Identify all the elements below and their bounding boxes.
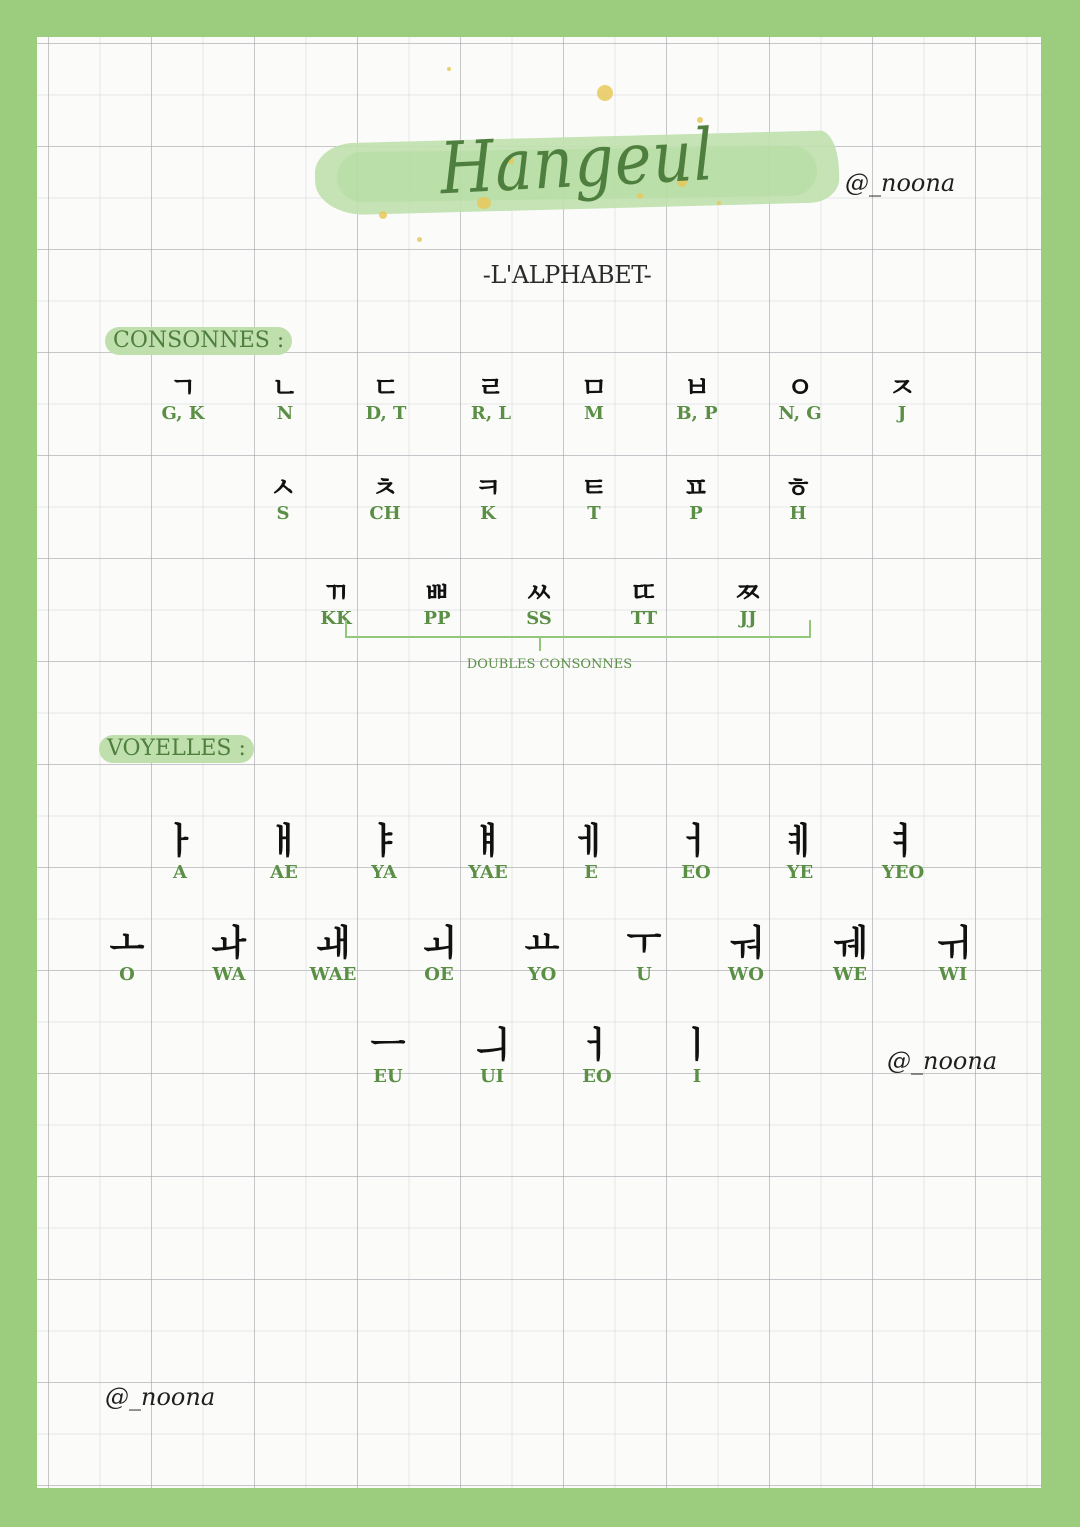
- romanization-label: D, T: [365, 403, 407, 424]
- consonant-item: [133, 373, 233, 425]
- paint-splatter: [379, 211, 387, 219]
- romanization-label: SS: [526, 608, 552, 629]
- romanization-label: N: [276, 403, 294, 424]
- author-handle-middle: @_noona: [887, 1047, 998, 1075]
- paint-splatter: [717, 201, 721, 205]
- consonant-item: [647, 373, 747, 425]
- vowel-item: [130, 822, 230, 884]
- romanization-label: KK: [320, 608, 352, 629]
- vowel-item: [389, 924, 489, 986]
- hangul-letter: ㅈ: [888, 371, 916, 404]
- romanization-label: T: [587, 503, 601, 524]
- vowel-item: [647, 1026, 747, 1088]
- hangul-letter: ㅢ: [474, 1025, 510, 1066]
- double-consonants-label: DOUBLES CONSONNES: [466, 657, 633, 672]
- vowel-item: [853, 822, 953, 884]
- romanization-label: EU: [373, 1066, 403, 1087]
- hangul-letter: ㅗ: [109, 923, 145, 964]
- hangul-letter: ㅏ: [162, 821, 198, 862]
- hangul-letter: ㅖ: [782, 821, 818, 862]
- hangul-letter: ㅉ: [734, 576, 762, 609]
- romanization-label: H: [789, 503, 807, 524]
- vowel-item: [903, 924, 1003, 986]
- romanization-label: WA: [212, 964, 246, 985]
- romanization-label: J: [897, 403, 907, 424]
- romanization-label: I: [692, 1066, 702, 1087]
- romanization-label: R, L: [470, 403, 512, 424]
- hangul-letter: ㅛ: [524, 923, 560, 964]
- hangul-letter: ㄲ: [322, 576, 350, 609]
- romanization-label: YEO: [881, 862, 925, 883]
- consonant-item: [438, 473, 538, 525]
- romanization-label: UI: [479, 1066, 505, 1087]
- hangul-letter: ㅊ: [371, 471, 399, 504]
- consonant-item: [748, 473, 848, 525]
- page-title: Hangeul: [437, 112, 717, 211]
- vowel-item: [234, 822, 334, 884]
- romanization-label: YO: [527, 964, 557, 985]
- romanization-label: OE: [424, 964, 454, 985]
- worksheet-page: [37, 37, 1041, 1488]
- hangul-letter: ㅆ: [525, 576, 553, 609]
- hangul-letter: ㅂ: [683, 371, 711, 404]
- romanization-label: EO: [681, 862, 711, 883]
- romanization-label: CH: [369, 503, 401, 524]
- vowel-item: [77, 924, 177, 986]
- page-subtitle: -L'ALPHABET-: [482, 261, 652, 289]
- consonant-item: [750, 373, 850, 425]
- hangul-letter: ㅟ: [935, 923, 971, 964]
- hangul-letter: ㅇ: [786, 371, 814, 404]
- hangul-letter: ㅡ: [370, 1025, 406, 1066]
- romanization-label: S: [276, 503, 290, 524]
- vowels-heading: VOYELLES :: [99, 735, 254, 763]
- hangul-letter: ㅑ: [366, 821, 402, 862]
- consonant-item: [544, 373, 644, 425]
- author-handle-bottom: @_noona: [105, 1383, 216, 1411]
- romanization-label: JJ: [739, 608, 757, 629]
- romanization-label: K: [480, 503, 496, 524]
- hangul-letter: ㅓ: [579, 1025, 615, 1066]
- romanization-label: WAE: [309, 964, 357, 985]
- hangul-letter: ㅁ: [580, 371, 608, 404]
- vowel-item: [594, 924, 694, 986]
- romanization-label: O: [119, 964, 135, 985]
- romanization-label: WO: [728, 964, 764, 985]
- romanization-label: WE: [833, 964, 867, 985]
- hangul-letter: ㅚ: [421, 923, 457, 964]
- hangul-letter: ㄴ: [271, 371, 299, 404]
- romanization-label: G, K: [161, 403, 205, 424]
- vowel-item: [283, 924, 383, 986]
- consonant-item: [235, 373, 335, 425]
- romanization-label: AE: [270, 862, 298, 883]
- hangul-letter: ㅋ: [474, 471, 502, 504]
- consonant-item: [233, 473, 333, 525]
- vowel-item: [547, 1026, 647, 1088]
- hangul-letter: ㅅ: [269, 471, 297, 504]
- vowel-item: [750, 822, 850, 884]
- hangul-letter: ㅒ: [470, 821, 506, 862]
- hangul-letter: ㅓ: [678, 821, 714, 862]
- hangul-letter: ㅍ: [682, 471, 710, 504]
- romanization-label: WI: [938, 964, 968, 985]
- double-consonants-bracket-stem: [539, 637, 541, 651]
- vowel-item: [334, 822, 434, 884]
- consonant-item: [852, 373, 952, 425]
- vowel-item: [541, 822, 641, 884]
- hangul-letter: ㅃ: [423, 576, 451, 609]
- consonant-item: [646, 473, 746, 525]
- romanization-label: B, P: [676, 403, 718, 424]
- double-consonants-bracket: [345, 620, 811, 638]
- hangul-letter: ㅣ: [679, 1025, 715, 1066]
- vowel-item: [438, 822, 538, 884]
- paint-splatter: [417, 237, 422, 242]
- consonants-heading: CONSONNES :: [105, 327, 292, 355]
- romanization-label: YA: [371, 862, 397, 883]
- hangul-letter: ㅎ: [784, 471, 812, 504]
- consonant-item: [544, 473, 644, 525]
- hangul-letter: ㄹ: [477, 371, 505, 404]
- vowel-item: [442, 1026, 542, 1088]
- hangul-letter: ㅞ: [832, 923, 868, 964]
- consonant-item: [441, 373, 541, 425]
- hangul-letter: ㄱ: [169, 371, 197, 404]
- vowel-item: [179, 924, 279, 986]
- hangul-letter: ㅜ: [626, 923, 662, 964]
- consonant-item: [335, 473, 435, 525]
- romanization-label: YAE: [468, 862, 508, 883]
- vowel-item: [646, 822, 746, 884]
- romanization-label: PP: [423, 608, 451, 629]
- romanization-label: M: [584, 403, 604, 424]
- hangul-letter: ㄷ: [372, 371, 400, 404]
- hangul-letter: ㄸ: [630, 576, 658, 609]
- romanization-label: A: [173, 862, 187, 883]
- romanization-label: U: [636, 964, 652, 985]
- hangul-letter: ㅔ: [573, 821, 609, 862]
- romanization-label: E: [584, 862, 598, 883]
- paint-splatter: [447, 67, 451, 71]
- hangul-letter: ㅘ: [211, 923, 247, 964]
- author-handle-top: @_noona: [845, 169, 956, 197]
- romanization-label: N, G: [778, 403, 822, 424]
- paint-splatter: [597, 85, 613, 101]
- consonant-item: [336, 373, 436, 425]
- vowel-item: [492, 924, 592, 986]
- hangul-letter: ㅌ: [580, 471, 608, 504]
- hangul-letter: ㅙ: [315, 923, 351, 964]
- vowel-item: [696, 924, 796, 986]
- hangul-letter: ㅐ: [266, 821, 302, 862]
- vowel-item: [800, 924, 900, 986]
- romanization-label: TT: [630, 608, 658, 629]
- romanization-label: YE: [786, 862, 814, 883]
- romanization-label: P: [689, 503, 703, 524]
- vowel-item: [338, 1026, 438, 1088]
- hangul-letter: ㅝ: [728, 923, 764, 964]
- hangul-letter: ㅕ: [885, 821, 921, 862]
- romanization-label: EO: [582, 1066, 612, 1087]
